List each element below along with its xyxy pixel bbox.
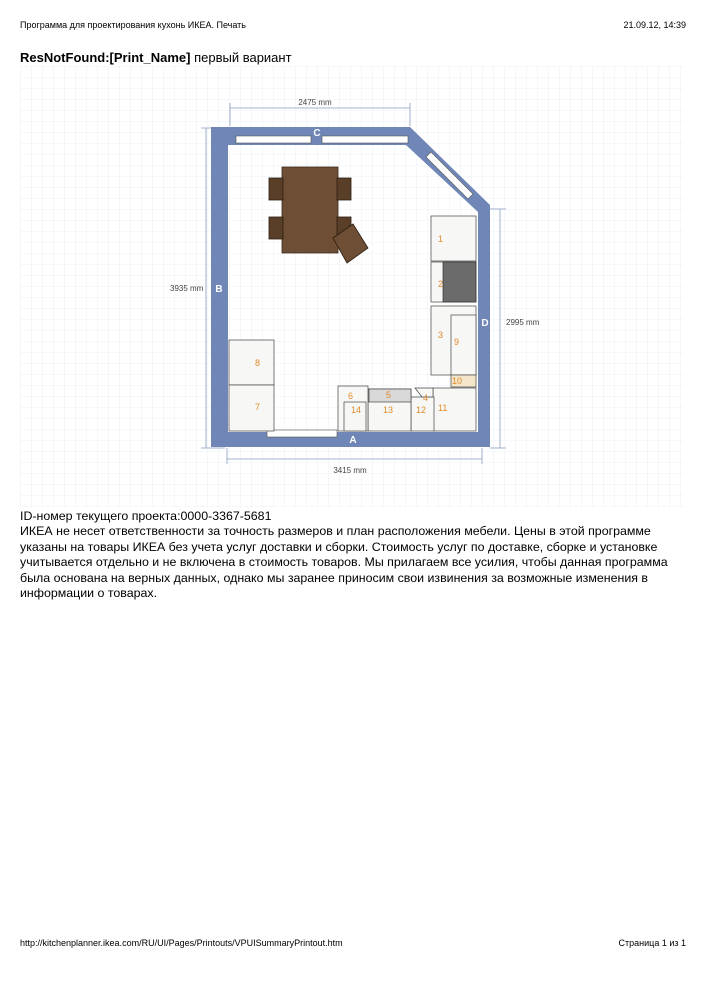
plan-title [20,50,292,65]
cabinet-8 [229,340,274,385]
cabinet-number-1: 1 [438,234,444,244]
disclaimer-text: ИКЕА не несет ответственности за точность размеров и план расположения мебели. Цены в этой программе указаны на товары ИКЕА без учета услуг доставки и сборки. Стоимость услуг по доставке, сборке и установке учитывается отдельно и не включена в стоимость товаров. Мы прилагаем все усилия, чтобы данная программа была основана на верных данных, однако мы заранее приносим свои извинения за возможные изменения в информации о товарах. [20,524,668,601]
plan-title-variant: первый вариант [194,50,292,65]
footer-url: http://kitchenplanner.ikea.com/RU/UI/Pages/Printouts/VPUISummaryPrintout.htm [20,938,343,948]
chair [337,178,351,200]
header-datetime: 21.09.12, 14:39 [623,20,686,30]
wall-label-bottom: A [349,435,357,446]
dimension-right: 2995 mm [506,318,540,327]
dimension-bottom: 3415 mm [333,466,367,475]
cabinet-number-11: 11 [438,403,448,413]
cabinet-number-2: 2 [438,279,444,289]
cabinet-number-8: 8 [255,358,261,368]
dining-table [282,167,338,253]
cabinet-number-9: 9 [454,337,460,347]
window-top-right [322,136,408,143]
cabinet-number-13: 13 [383,405,394,415]
oven [443,262,476,302]
cabinet-number-10: 10 [452,376,463,386]
project-id: ID-номер текущего проекта:0000-3367-5681 [20,509,272,523]
header-page-title: Программа для проектирования кухонь ИКЕА. Печать [20,20,246,30]
project-info [20,509,688,601]
chair [269,217,283,239]
chair [269,178,283,200]
wall-label-left: B [215,284,223,295]
window-bottom [267,430,337,437]
plan-title-name: ResNotFound:[Print_Name] [20,50,191,65]
footer-page-number: Страница 1 из 1 [618,938,686,948]
wall-label-right: D [481,318,489,329]
cabinet-number-3: 3 [438,330,444,340]
cabinet-7 [229,385,274,431]
kitchen-floor-plan [20,66,684,508]
cabinet-number-14: 14 [351,405,362,415]
cabinet-number-6: 6 [348,391,354,401]
cabinet-number-7: 7 [255,402,261,412]
wall-label-top: C [313,128,321,139]
cabinet-number-5: 5 [386,390,392,400]
dimension-top: 2475 mm [298,98,332,107]
cabinet-number-4: 4 [423,393,429,403]
cabinet-number-12: 12 [416,405,427,415]
dimension-left: 3935 mm [170,284,204,293]
window-top-left [236,136,311,143]
